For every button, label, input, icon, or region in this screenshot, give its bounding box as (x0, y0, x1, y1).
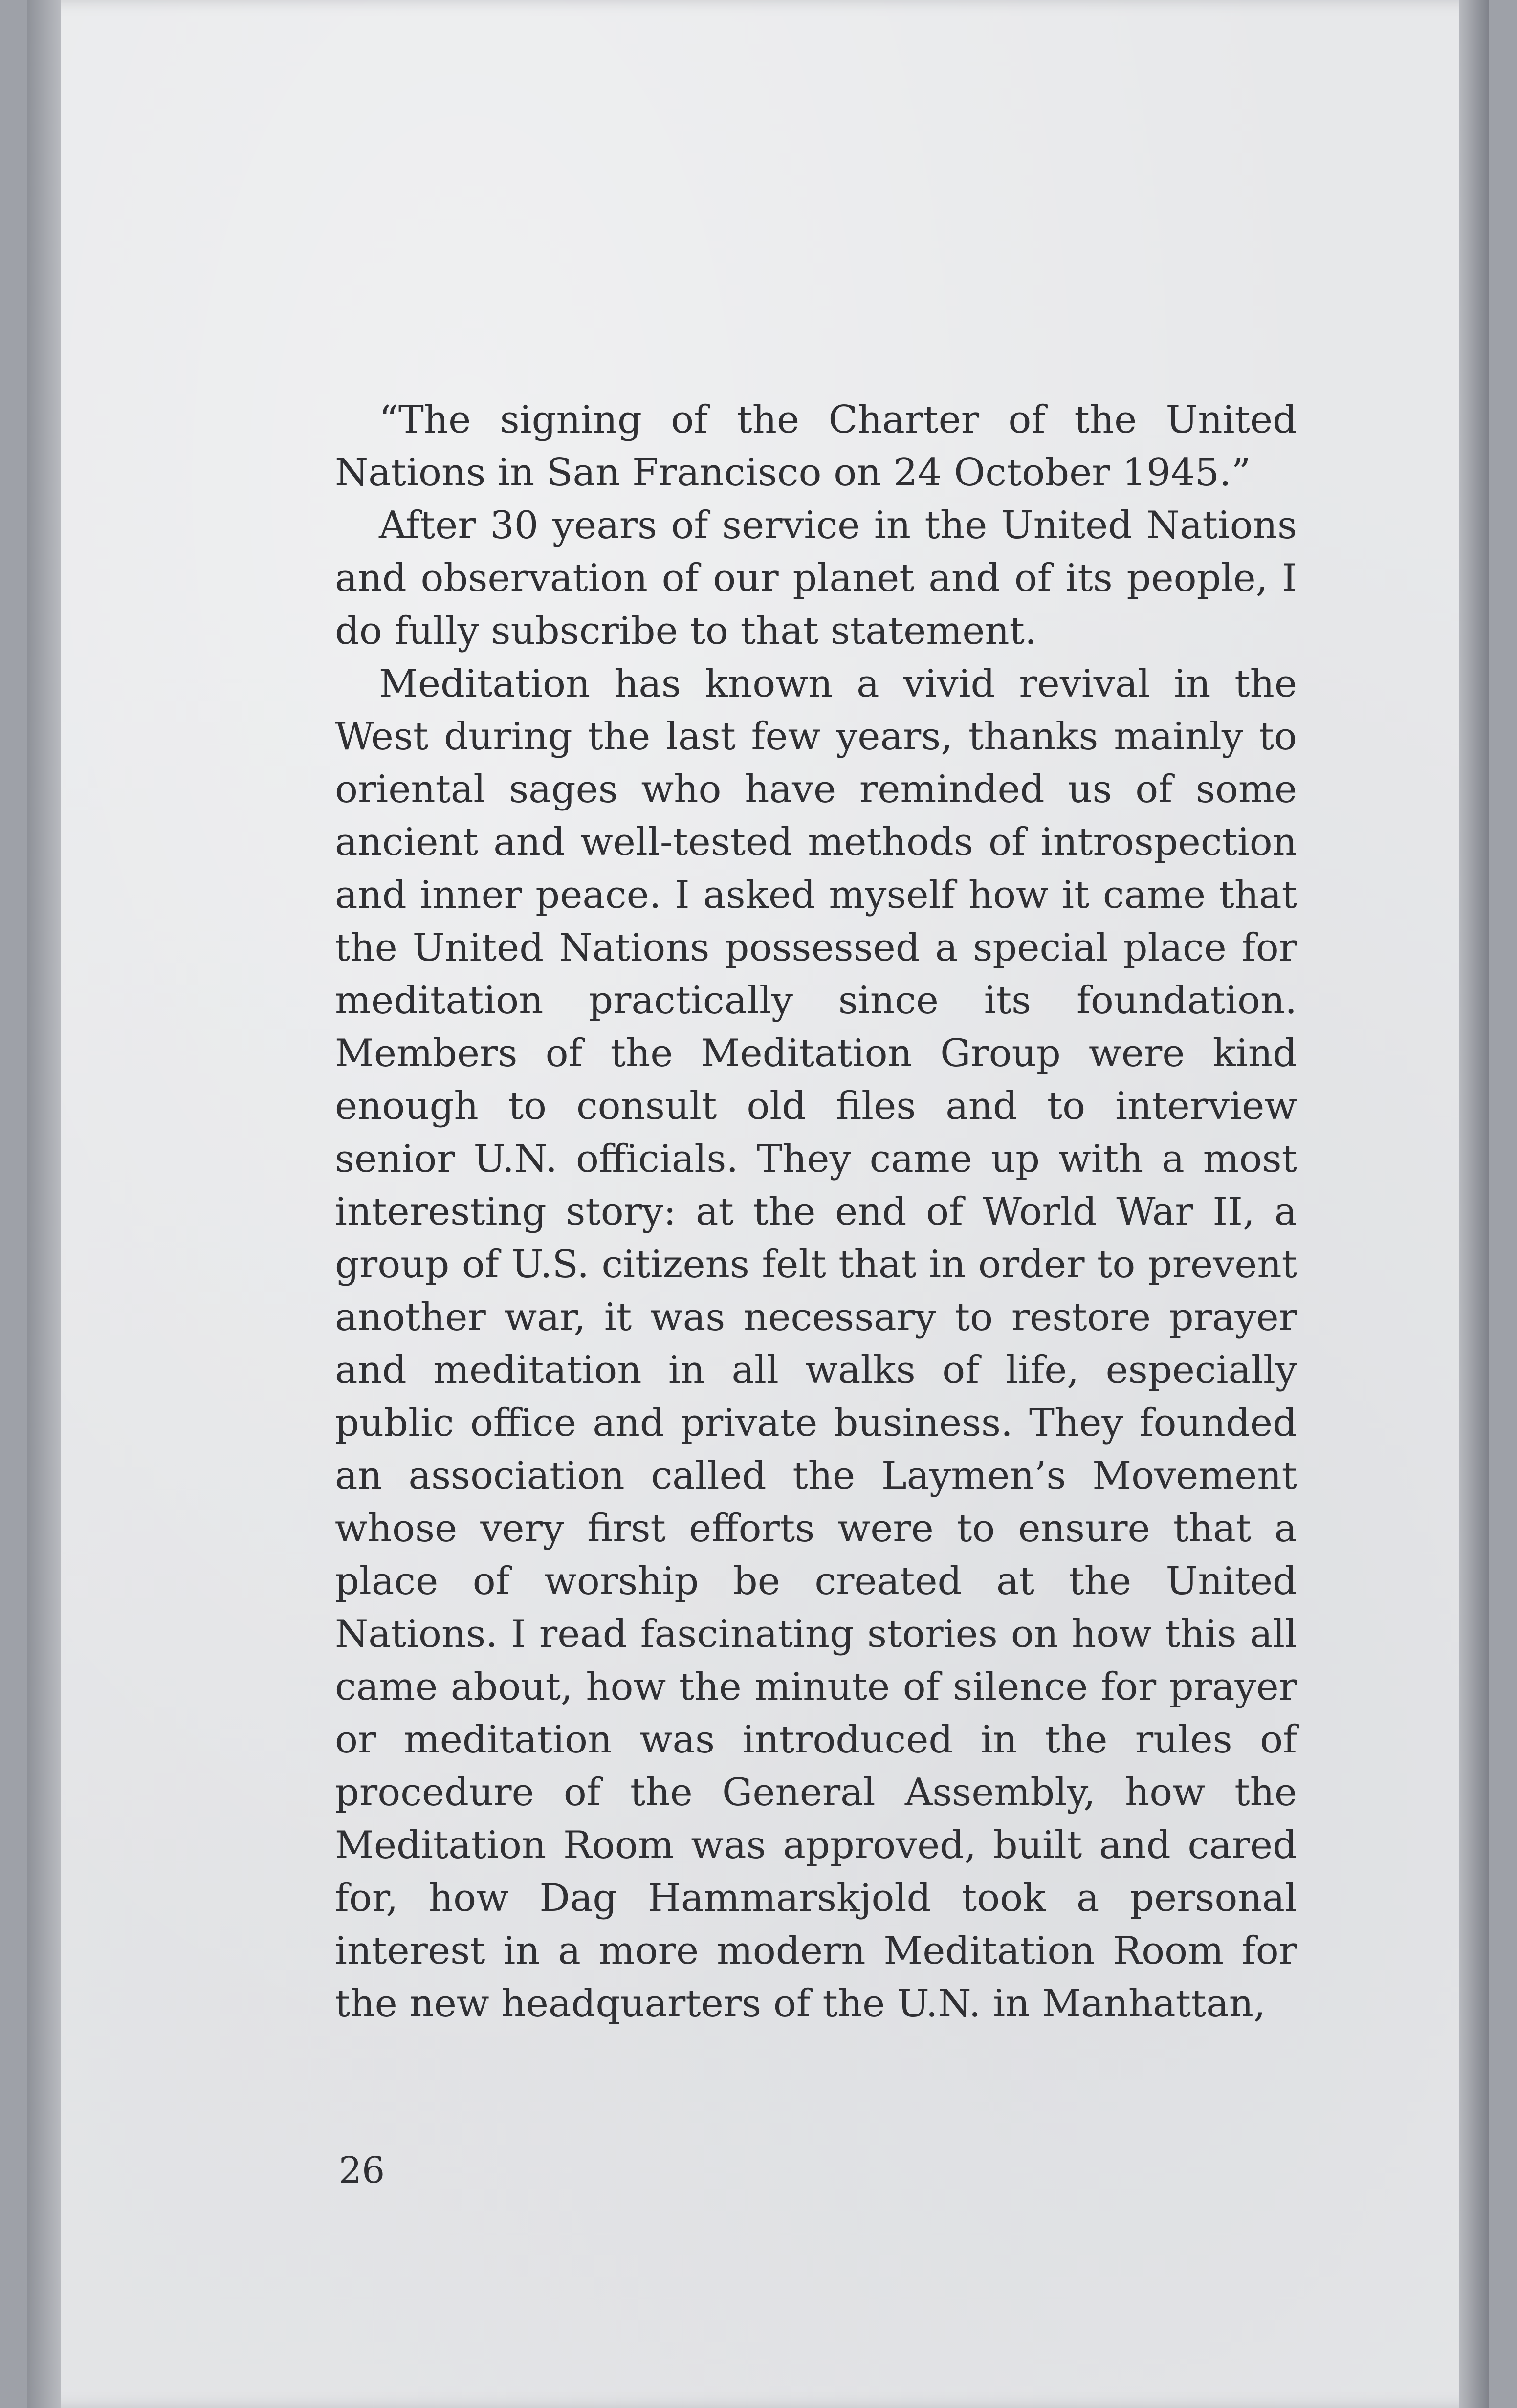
page-edge-shadow (1459, 0, 1489, 2408)
paragraph-quote: “The signing of the Charter of the United Nations in San Francisco on 24 October 1945.” (335, 398, 1297, 495)
paragraph-statement: After 30 years of service in the United Nations and observation of our planet and of its people, I do fully subscribe to that statement. (335, 503, 1297, 653)
page-number: 26 (339, 2149, 385, 2191)
paragraph-meditation: Meditation has known a vivid revival in the West during the last few years, thanks mainly to oriental sages who have reminded us of some ancient and well-tested methods of introspection and inner peace. I asked myself how it came that the United Nations possessed a special place for meditation practically since its foundation. Members of the Meditation Group were kind enough to consult old files and to interview senior U.N. officials. They came up with a most interesting story: at the end of World War II, a group of U.S. citizens felt that in order to prevent another war, it was necessary to restore prayer and meditation in all walks of life, especially public office and private business. They founded an association called the Laymen’s Movement whose very first efforts were to ensure that a place of worship be created at the United Nations. I read fascinating stories on how this all came about, how the minute of silence for prayer or meditation was introduced in the rules of procedure of the General Assembly, how the Meditation Room was approved, built and cared for, how Dag Hammarskjold took a personal interest in a more modern Meditation Room for the new headquarters of the U.N. in Manhattan, (335, 662, 1297, 2026)
book-page (27, 0, 1489, 2408)
body-text (335, 394, 1297, 2030)
spine-shadow (27, 0, 61, 2408)
